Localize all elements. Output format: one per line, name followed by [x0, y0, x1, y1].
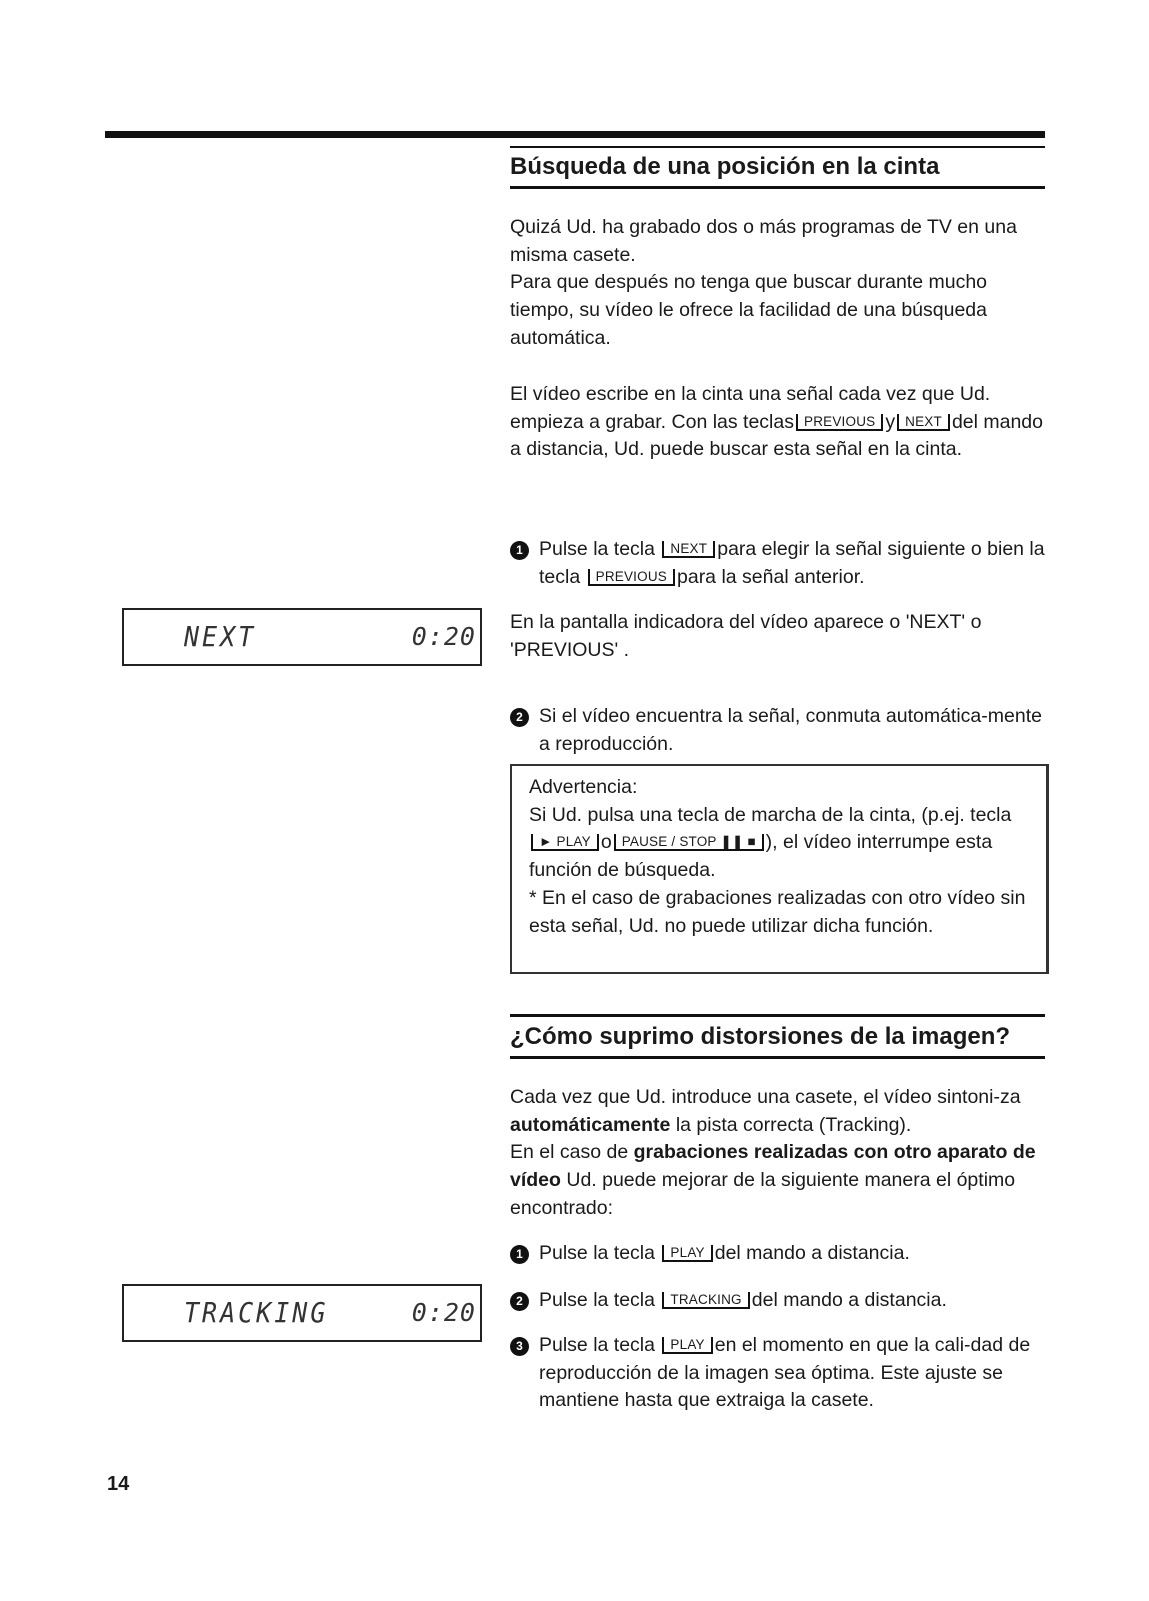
text: del mando a distancia.: [751, 1289, 947, 1311]
text: la pista correcta (Tracking).: [675, 1113, 912, 1136]
paragraph: Quizá Ud. ha grabado dos o más programas de TV en una misma casete.: [510, 216, 1017, 266]
display-note: [510, 609, 1045, 664]
lcd-display-next: [122, 608, 482, 666]
step-1: [510, 1240, 1045, 1268]
step-number-icon: 1: [510, 541, 529, 560]
tracking-key: TRACKING: [662, 1292, 749, 1309]
paragraph: Para que después no tenga que buscar durante mucho tiempo, su vídeo le ofrece la facilidad de una búsqueda automática.: [510, 271, 988, 349]
step: [510, 1287, 1045, 1315]
section-rule: [510, 1014, 1045, 1017]
section-search-intro: [510, 214, 1045, 353]
text: ), el vídeo interrumpe esta función de búsqueda.: [529, 831, 993, 882]
text: Ud. puede mejorar de la siguiente manera el óptimo encontrado:: [510, 1169, 1016, 1219]
step: [510, 1240, 1045, 1268]
warning-box: [510, 764, 1049, 974]
section-title: Búsqueda de una posición en la cinta: [510, 152, 1045, 189]
text: del mando a distancia, Ud. puede buscar esta señal en la cinta.: [510, 410, 1044, 461]
lcd-counter: 0:20: [411, 622, 476, 651]
text: Pulse la tecla: [539, 1289, 655, 1311]
step-1: [510, 536, 1045, 591]
lcd-label: NEXT: [184, 620, 257, 653]
previous-key: PREVIOUS: [796, 414, 883, 431]
step-text: [539, 1240, 1045, 1268]
text: en el momento en que la cali-dad de reproducción de la imagen sea óptima. Este ajuste se mantiene hasta que extraiga la casete.: [539, 1334, 1031, 1412]
next-key: NEXT: [897, 414, 950, 431]
text: El vídeo escribe en la cinta una señal cada vez que Ud. empieza a grabar. Con las teclas: [510, 383, 991, 433]
section-title: ¿Cómo suprimo distorsiones de la imagen?: [510, 1022, 1045, 1059]
next-key: NEXT: [662, 541, 715, 558]
paragraph: [510, 1084, 1045, 1139]
section-tracking-intro: [510, 1084, 1045, 1223]
step-number-icon: 1: [510, 1245, 529, 1264]
section-rule: [510, 146, 1045, 148]
step-text: [539, 1332, 1045, 1415]
text: En el caso de: [510, 1141, 629, 1164]
paragraph: En la pantalla indicadora del vídeo aparece o 'NEXT' o 'PREVIOUS' .: [510, 611, 982, 661]
text: Pulse la tecla: [539, 1334, 655, 1356]
bold-text: grabaciones realizadas con otro aparato de vídeo: [510, 1141, 1036, 1192]
page-number: 14: [107, 1473, 130, 1495]
step: [510, 1332, 1045, 1415]
step: [510, 703, 1045, 758]
text: para la señal anterior.: [677, 565, 865, 588]
warning-note: * En el caso de grabaciones realizadas con otro vídeo sin esta señal, Ud. no puede utilizar dicha función.: [529, 886, 1026, 937]
bold-text: automáticamente: [510, 1113, 671, 1136]
text: Pulse la tecla: [539, 538, 655, 560]
step: [510, 536, 1045, 591]
pause-stop-key: PAUSE / STOP ❚❚ ■: [614, 834, 764, 851]
top-rule: [105, 131, 1045, 138]
section-search: [510, 152, 1045, 189]
text: Pulse la tecla: [539, 1242, 655, 1264]
step-3: [510, 1332, 1045, 1415]
step-text: [539, 1287, 1045, 1315]
step-2: [510, 703, 1045, 758]
previous-key: PREVIOUS: [588, 569, 675, 586]
lcd-label: TRACKING: [184, 1296, 329, 1329]
warning-text: [529, 802, 1046, 885]
text: Cada vez que Ud. introduce una casete, el vídeo sintoni-za: [510, 1086, 1021, 1108]
warning-title: Advertencia:: [529, 776, 638, 798]
step-text: [539, 536, 1045, 591]
play-key: PLAY: [662, 1245, 712, 1262]
section-search-body: [510, 381, 1045, 464]
text: del mando a distancia.: [714, 1242, 910, 1264]
play-key: ► PLAY: [531, 834, 599, 851]
paragraph: [510, 381, 1045, 464]
text: para elegir la señal siguiente o bien la tecla: [539, 538, 1045, 588]
text: Si Ud. pulsa una tecla de marcha de la cinta, (p.ej. tecla: [529, 803, 1012, 826]
step-text: Si el vídeo encuentra la señal, conmuta automática-mente a reproducción.: [539, 705, 1042, 755]
section-tracking: [510, 1022, 1045, 1059]
step-number-icon: 3: [510, 1337, 529, 1356]
step-number-icon: 2: [510, 1292, 529, 1311]
text: o: [600, 831, 612, 854]
step-2: [510, 1287, 1045, 1315]
paragraph: [510, 1139, 1045, 1222]
lcd-counter: 0:20: [411, 1298, 476, 1327]
play-key: PLAY: [662, 1337, 712, 1354]
text: y: [885, 410, 896, 433]
lcd-display-tracking: [122, 1284, 482, 1342]
step-number-icon: 2: [510, 708, 529, 727]
